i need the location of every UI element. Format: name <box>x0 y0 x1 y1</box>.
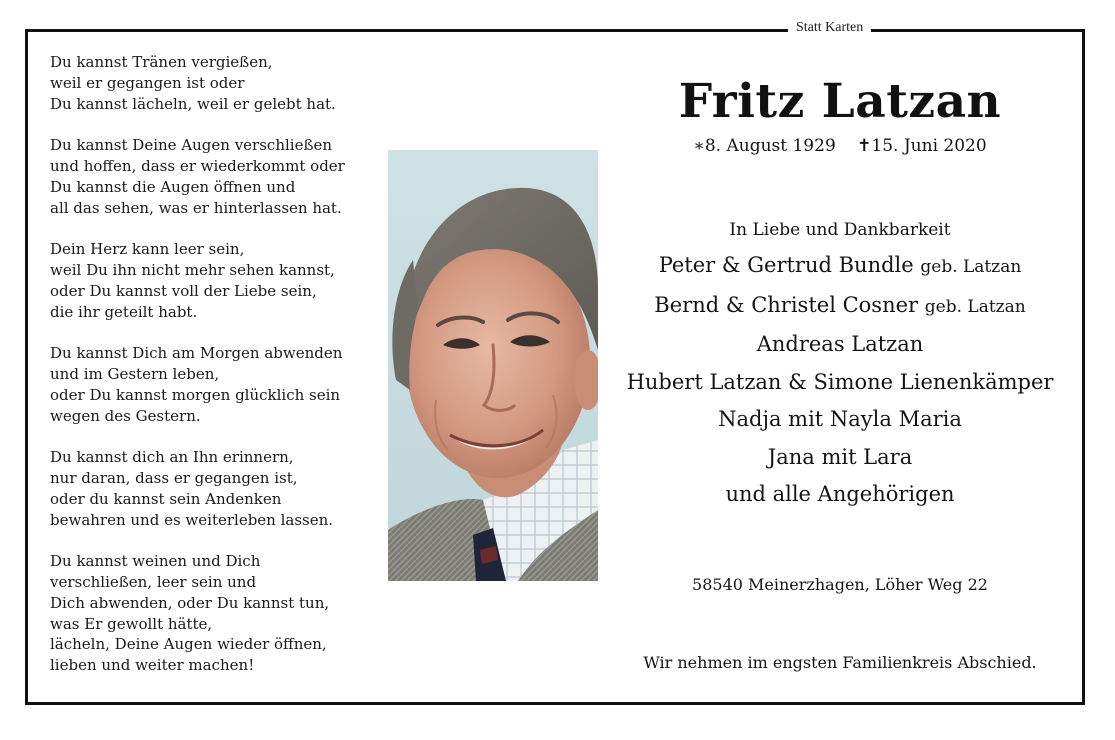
poem <box>50 52 380 697</box>
poem-stanza <box>50 551 380 676</box>
poem-line: und im Gestern leben, <box>50 364 220 383</box>
poem-stanza <box>50 239 380 322</box>
poem-line: Du kannst Deine Augen verschließen <box>50 136 333 155</box>
poem-line: weil er gegangen ist oder <box>50 73 245 92</box>
poem-line: die ihr geteilt habt. <box>50 302 198 321</box>
poem-line: wegen des Gestern. <box>50 406 201 425</box>
poem-stanza <box>50 52 380 114</box>
birth-date: ∗8. August 1929 <box>693 136 836 156</box>
poem-line: und hoffen, dass er wiederkommt oder <box>50 156 345 175</box>
family-member-name: Andreas Latzan <box>756 332 924 356</box>
family-member-name: Peter & Gertrud Bundle <box>658 253 914 277</box>
poem-line: lieben und weiter machen! <box>50 656 255 675</box>
poem-line: nur daran, dass er gegangen ist, <box>50 468 298 487</box>
poem-stanza <box>50 135 380 218</box>
family-member-name: Nadja mit Nayla Maria <box>718 407 962 431</box>
poem-line: Dein Herz kann leer sein, <box>50 240 245 259</box>
poem-stanza <box>50 343 380 426</box>
family-member <box>610 476 1070 514</box>
poem-line: oder du kannst sein Andenken <box>50 489 282 508</box>
closing-note: Wir nehmen im engsten Familienkreis Abschied. <box>643 653 1037 672</box>
poem-line: Du kannst die Augen öffnen und <box>50 177 296 196</box>
deceased-block <box>610 70 1070 514</box>
portrait-photo <box>388 150 598 581</box>
family-member-name: Bernd & Christel Cosner <box>654 292 919 317</box>
poem-line: bewahren und es weiterleben lassen. <box>50 510 334 529</box>
family-member-maiden-name: geb. Latzan <box>924 296 1026 317</box>
poem-line: Du kannst lächeln, weil er gelebt hat. <box>50 94 336 113</box>
address: 58540 Meinerzhagen, Löher Weg 22 <box>692 575 988 594</box>
family-member-maiden-name: geb. Latzan <box>920 257 1022 277</box>
death-date: ✝15. Juni 2020 <box>857 136 987 156</box>
poem-line: Dich abwenden, oder Du kannst tun, <box>50 593 330 612</box>
poem-line: lächeln, Deine Augen wieder öffnen, <box>50 635 327 654</box>
life-dates <box>610 134 1070 158</box>
poem-line: was Er gewollt hätte, <box>50 614 213 633</box>
poem-line: oder Du kannst voll der Liebe sein, <box>50 281 317 300</box>
family-intro: In Liebe und Dankbarkeit <box>729 220 951 240</box>
family-member <box>610 247 1070 287</box>
poem-line: Du kannst Dich am Morgen abwenden <box>50 344 343 363</box>
family-list <box>610 213 1070 514</box>
poem-line: all das sehen, was er hinterlassen hat. <box>50 198 342 217</box>
family-member <box>610 287 1070 327</box>
poem-line: oder Du kannst morgen glücklich sein <box>50 385 341 404</box>
family-member <box>610 401 1070 439</box>
deceased-name: Fritz Latzan <box>678 74 1002 129</box>
poem-line: Du kannst dich an Ihn erinnern, <box>50 448 294 467</box>
poem-line: weil Du ihn nicht mehr sehen kannst, <box>50 260 335 279</box>
header-note: Statt Karten <box>788 18 871 38</box>
family-member-name: und alle Angehörigen <box>725 482 955 506</box>
poem-stanza <box>50 447 380 530</box>
family-member <box>610 364 1070 402</box>
poem-line: Du kannst Tränen vergießen, <box>50 53 273 71</box>
family-member <box>610 439 1070 477</box>
family-member <box>610 326 1070 364</box>
poem-line: verschließen, leer sein und <box>50 572 257 591</box>
family-member-name: Hubert Latzan & Simone Lienenkämper <box>626 369 1054 394</box>
poem-line: Du kannst weinen und Dich <box>50 552 261 571</box>
family-member-name: Jana mit Lara <box>767 444 913 469</box>
